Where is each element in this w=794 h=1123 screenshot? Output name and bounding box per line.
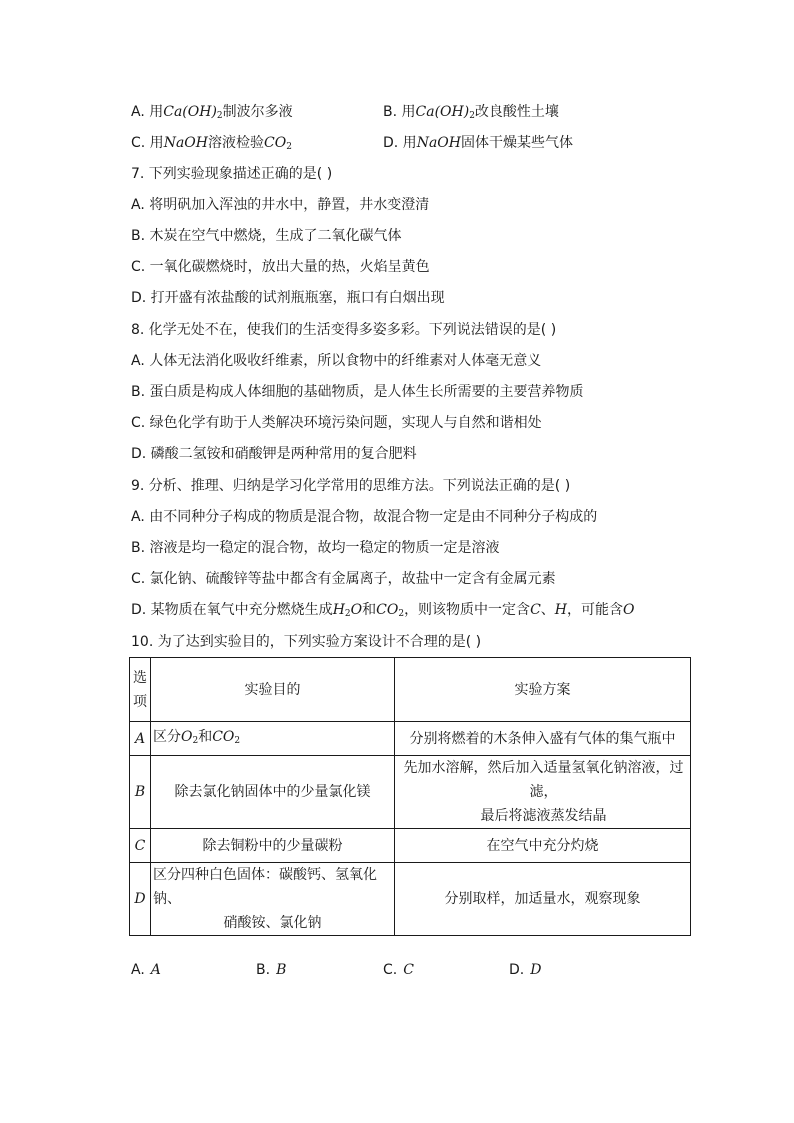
- row-goal: 除去铜粉中的少量碳粉: [151, 829, 395, 863]
- q9-stem: 9. 分析、推理、归纳是学习化学常用的思维方法。下列说法正确的是( ): [131, 478, 571, 494]
- q8-option-a[interactable]: A. 人体无法消化吸收纤维素，所以食物中的纤维素对人体毫无意义: [131, 353, 542, 369]
- table-row: [130, 756, 691, 829]
- header-plan: 实验方案: [395, 658, 691, 722]
- q10-option-a[interactable]: A. A: [131, 962, 161, 978]
- row-goal: 除去氯化钠固体中的少量氯化镁: [151, 756, 395, 829]
- row-goal: 区分四种白色固体：碳酸钙、氢氧化钠、 硝酸铵、氯化钠: [151, 863, 395, 936]
- row-goal: 区分$O_2$和$CO_2$: [151, 722, 395, 756]
- row-option: D: [130, 863, 151, 936]
- formula: $CO_2$: [376, 602, 405, 619]
- table-row: [130, 722, 691, 756]
- table-row: [130, 863, 691, 936]
- option-text: 改良酸性土壤: [474, 104, 559, 120]
- q10-option-d[interactable]: D. D: [509, 962, 542, 978]
- q10-option-b[interactable]: B. B: [256, 962, 287, 978]
- q7-option-b[interactable]: B. 木炭在空气中燃烧，生成了二氧化碳气体: [131, 228, 402, 244]
- q6-option-a[interactable]: [131, 102, 293, 126]
- q6-option-d[interactable]: [383, 133, 573, 153]
- option-label: B. 用: [383, 104, 416, 120]
- q8-option-c[interactable]: C. 绿色化学有助于人类解决环境污染问题，实现人与自然和谐相处: [131, 415, 542, 431]
- formula: $Ca(OH)_2$: [415, 104, 475, 121]
- formula: NaOH: [163, 135, 208, 151]
- formula: C: [530, 602, 541, 618]
- q7-stem: 7. 下列实验现象描述正确的是( ): [131, 166, 333, 182]
- q8-stem: 8. 化学无处不在，使我们的生活变得多姿多彩。下列说法错误的是( ): [131, 322, 557, 338]
- row-plan: 在空气中充分灼烧: [395, 829, 691, 863]
- q10-stem: 10. 为了达到实验目的，下列实验方案设计不合理的是( ): [131, 634, 482, 650]
- row-plan: 先加水溶解，然后加入适量氢氧化钠溶液，过滤， 最后将滤液蒸发结晶: [395, 756, 691, 829]
- formula: $CO_2$: [263, 135, 292, 152]
- header-option: 选 项: [130, 658, 151, 722]
- q9-option-c[interactable]: C. 氯化钠、硫酸锌等盐中都含有金属离子，故盐中一定含有金属元素: [131, 571, 556, 587]
- q7-option-a[interactable]: A. 将明矾加入浑浊的井水中，静置，井水变澄清: [131, 197, 430, 213]
- option-text: 溶液检验: [207, 135, 264, 151]
- q6-option-c[interactable]: [131, 133, 292, 157]
- row-option: C: [130, 829, 151, 863]
- q9-option-a[interactable]: A. 由不同种分子构成的物质是混合物，故混合物一定是由不同种分子构成的: [131, 509, 598, 525]
- formula: $H_2O$: [332, 602, 363, 619]
- q9-option-d[interactable]: [131, 600, 634, 624]
- option-label: D. 用: [383, 135, 417, 151]
- option-text: 固体干燥某些气体: [460, 135, 573, 151]
- option-text: ，则该物质中一定含: [404, 602, 531, 618]
- option-label: A. 用: [131, 104, 164, 120]
- table-row: [130, 829, 691, 863]
- q8-option-b[interactable]: B. 蛋白质是构成人体细胞的基础物质，是人体生长所需要的主要营养物质: [131, 384, 584, 400]
- option-text: ，可能含: [567, 602, 623, 618]
- experiment-table: [129, 657, 691, 936]
- formula: NaOH: [416, 135, 461, 151]
- q10-option-c[interactable]: C. C: [383, 962, 414, 978]
- formula: O: [623, 602, 635, 618]
- table-header-row: [130, 658, 691, 722]
- q6-option-b[interactable]: [383, 102, 559, 126]
- option-text: 和: [362, 602, 377, 618]
- formula: H: [554, 602, 567, 618]
- option-label: C. 用: [131, 135, 164, 151]
- option-text: D. 某物质在氧气中充分燃烧生成: [131, 602, 333, 618]
- q8-option-d[interactable]: D. 磷酸二氢铵和硝酸钾是两种常用的复合肥料: [131, 446, 417, 462]
- row-option: A: [130, 722, 151, 756]
- q9-option-b[interactable]: B. 溶液是均一稳定的混合物，故均一稳定的物质一定是溶液: [131, 540, 500, 556]
- q7-option-c[interactable]: C. 一氧化碳燃烧时，放出大量的热，火焰呈黄色: [131, 259, 430, 275]
- q7-option-d[interactable]: D. 打开盛有浓盐酸的试剂瓶瓶塞，瓶口有白烟出现: [131, 290, 445, 306]
- option-text: 、: [540, 602, 555, 618]
- row-plan: 分别将燃着的木条伸入盛有气体的集气瓶中: [395, 722, 691, 756]
- option-text: 制波尔多液: [222, 104, 293, 120]
- row-option: B: [130, 756, 151, 829]
- formula: $Ca(OH)_2$: [163, 104, 223, 121]
- row-plan: 分别取样，加适量水，观察现象: [395, 863, 691, 936]
- header-goal: 实验目的: [151, 658, 395, 722]
